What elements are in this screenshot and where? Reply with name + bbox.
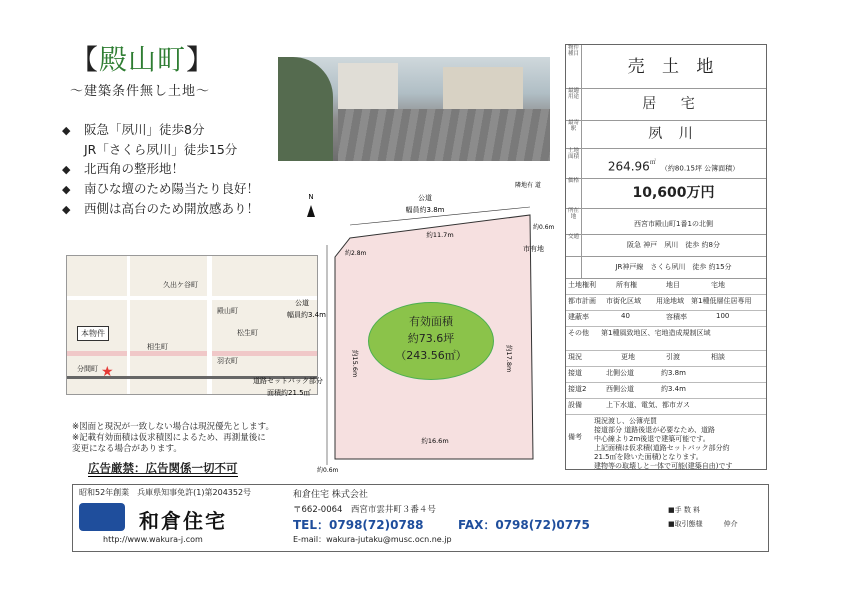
grid-row: 建蔽率 40 容積率 100	[566, 310, 766, 327]
neighbor-top: 隣地有 道	[515, 182, 541, 189]
feature-item: ◆ 西側は高台のため開放感あり！	[62, 199, 259, 219]
bottom-corner: 約0.6m	[317, 467, 339, 474]
feature-item: ◆ 北西角の整形地！	[62, 159, 259, 179]
feature-item: ◆ 南ひな壇のため陽当たり良好！	[62, 179, 259, 199]
north-label: N	[308, 193, 314, 201]
row-access2: JR神戸線 さくら夙川 徒歩 約15分	[566, 256, 766, 279]
grid-row: 都市計画 市街化区域 用途地域 第1種低層住居専用	[566, 294, 766, 311]
email-link[interactable]: E-mail：wakura-jutaku@musc.ocn.ne.jp	[293, 535, 452, 544]
cut-len: 約2.8m	[345, 250, 367, 257]
feature-list	[62, 120, 259, 219]
grid-row: 接道 北側公道 約3.8m	[566, 366, 766, 383]
star-icon: ★	[101, 364, 114, 380]
tel: TEL：0798(72)0788	[293, 518, 424, 532]
diamond-icon: ◆	[62, 203, 71, 216]
grid-row: 現況 更地 引渡 相談	[566, 350, 766, 367]
company-name: 和倉住宅 株式会社	[293, 490, 368, 500]
map-label: 殿山町	[217, 307, 238, 315]
row-area: 土地面積 264.96㎡ （約80.15坪 公簿面積）	[566, 148, 766, 179]
road-top: 公道	[418, 194, 432, 202]
map-label: 羽衣町	[217, 357, 238, 365]
website-link[interactable]: http://www.wakura-j.com	[103, 535, 203, 544]
top-len: 約11.7m	[426, 231, 454, 239]
company-logo: 和倉住宅	[79, 501, 259, 535]
row-price: 価格 10,600万円	[566, 178, 766, 209]
road-left-width: 幅員約3.4m	[287, 311, 326, 319]
transaction-label: ■取引態様 仲介	[668, 520, 738, 528]
page-subtitle: ～建築条件無し土地～	[70, 84, 211, 99]
diamond-icon: ◆	[62, 124, 71, 137]
left-len: 約15.6m	[351, 350, 359, 378]
property-photo	[278, 57, 550, 161]
fax: FAX：0798(72)0775	[458, 518, 590, 532]
row-access1: 交通 阪急 神戸 夙川 徒歩 約8分	[566, 234, 766, 257]
road-left: 公道	[295, 299, 309, 307]
disclaimer-notes: ※図面と現況が一致しない場合は現況優先とします。 ※記載有効面積は仮求積図によるため、再測量後に 変更になる場合があります。	[72, 422, 274, 454]
row-station: 最寄駅 夙 川	[566, 120, 766, 149]
road-top-width: 幅員約3.8m	[405, 206, 445, 214]
company-footer	[72, 484, 769, 552]
property-table	[565, 44, 767, 470]
row-location: 所在地 西宮市殿山町1番1の北側	[566, 208, 766, 235]
row-type: 物件種目 売 土 地	[566, 45, 766, 89]
grid-row: 接道2 西側公道 約3.4m	[566, 382, 766, 399]
corner-len: 約0.6m	[533, 224, 555, 231]
logo-icon	[79, 503, 125, 531]
right-len: 約17.8m	[505, 345, 513, 373]
bottom-len: 約16.6m	[421, 437, 449, 445]
north-arrow-icon	[307, 205, 315, 217]
map-label: 分間町	[77, 365, 98, 373]
fee-label: ■手 数 料	[668, 506, 701, 514]
setback-label: 道路セットバック部分	[253, 377, 323, 385]
grid-row: その他 第1種風致地区、宅地造成規制区域	[566, 326, 766, 351]
ad-warning: 広告厳禁：広告関係一切不可	[88, 461, 238, 475]
map-label: 松生町	[237, 329, 258, 337]
diamond-icon: ◆	[62, 163, 71, 176]
row-use: 最適用途 居 宅	[566, 88, 766, 121]
address: 〒662-0064 西宮市雲井町３番４号	[293, 505, 436, 515]
grid-row: 設備 上下水道、電気、都市ガス	[566, 398, 766, 415]
effective-area: 有効面積 約73.6坪 （243.56㎡）	[368, 302, 494, 380]
feature-item: ◆ 阪急「夙川」徒歩8分	[62, 120, 259, 140]
neighbor-right: 市有地	[523, 245, 544, 253]
license-text: 昭和52年創業 兵庫県知事免許(1)第204352号	[79, 488, 252, 497]
page-title: 【殿山町】	[70, 43, 216, 76]
target-label: 本物件	[77, 326, 109, 341]
feature-item: JR「さくら夙川」徒歩15分	[84, 142, 238, 157]
remarks: 備考 現況渡し、公簿売買 接道部分 道路後退が必要なため、道路 中心線より2m後退で建築可能です。 上記面積は仮求積(道路セットバック部分約 21.5㎡を除いた面積)となります。 建物等の取壊しと一体で可能(建築自由)です	[568, 417, 733, 470]
map-label: 久出ケ谷町	[163, 281, 198, 289]
diamond-icon: ◆	[62, 183, 71, 196]
grid-row: 土地権利 所有権 地目 宅地	[566, 278, 766, 295]
setback-area: 面積約21.5㎡	[267, 389, 311, 397]
map-label: 相生町	[147, 343, 168, 351]
